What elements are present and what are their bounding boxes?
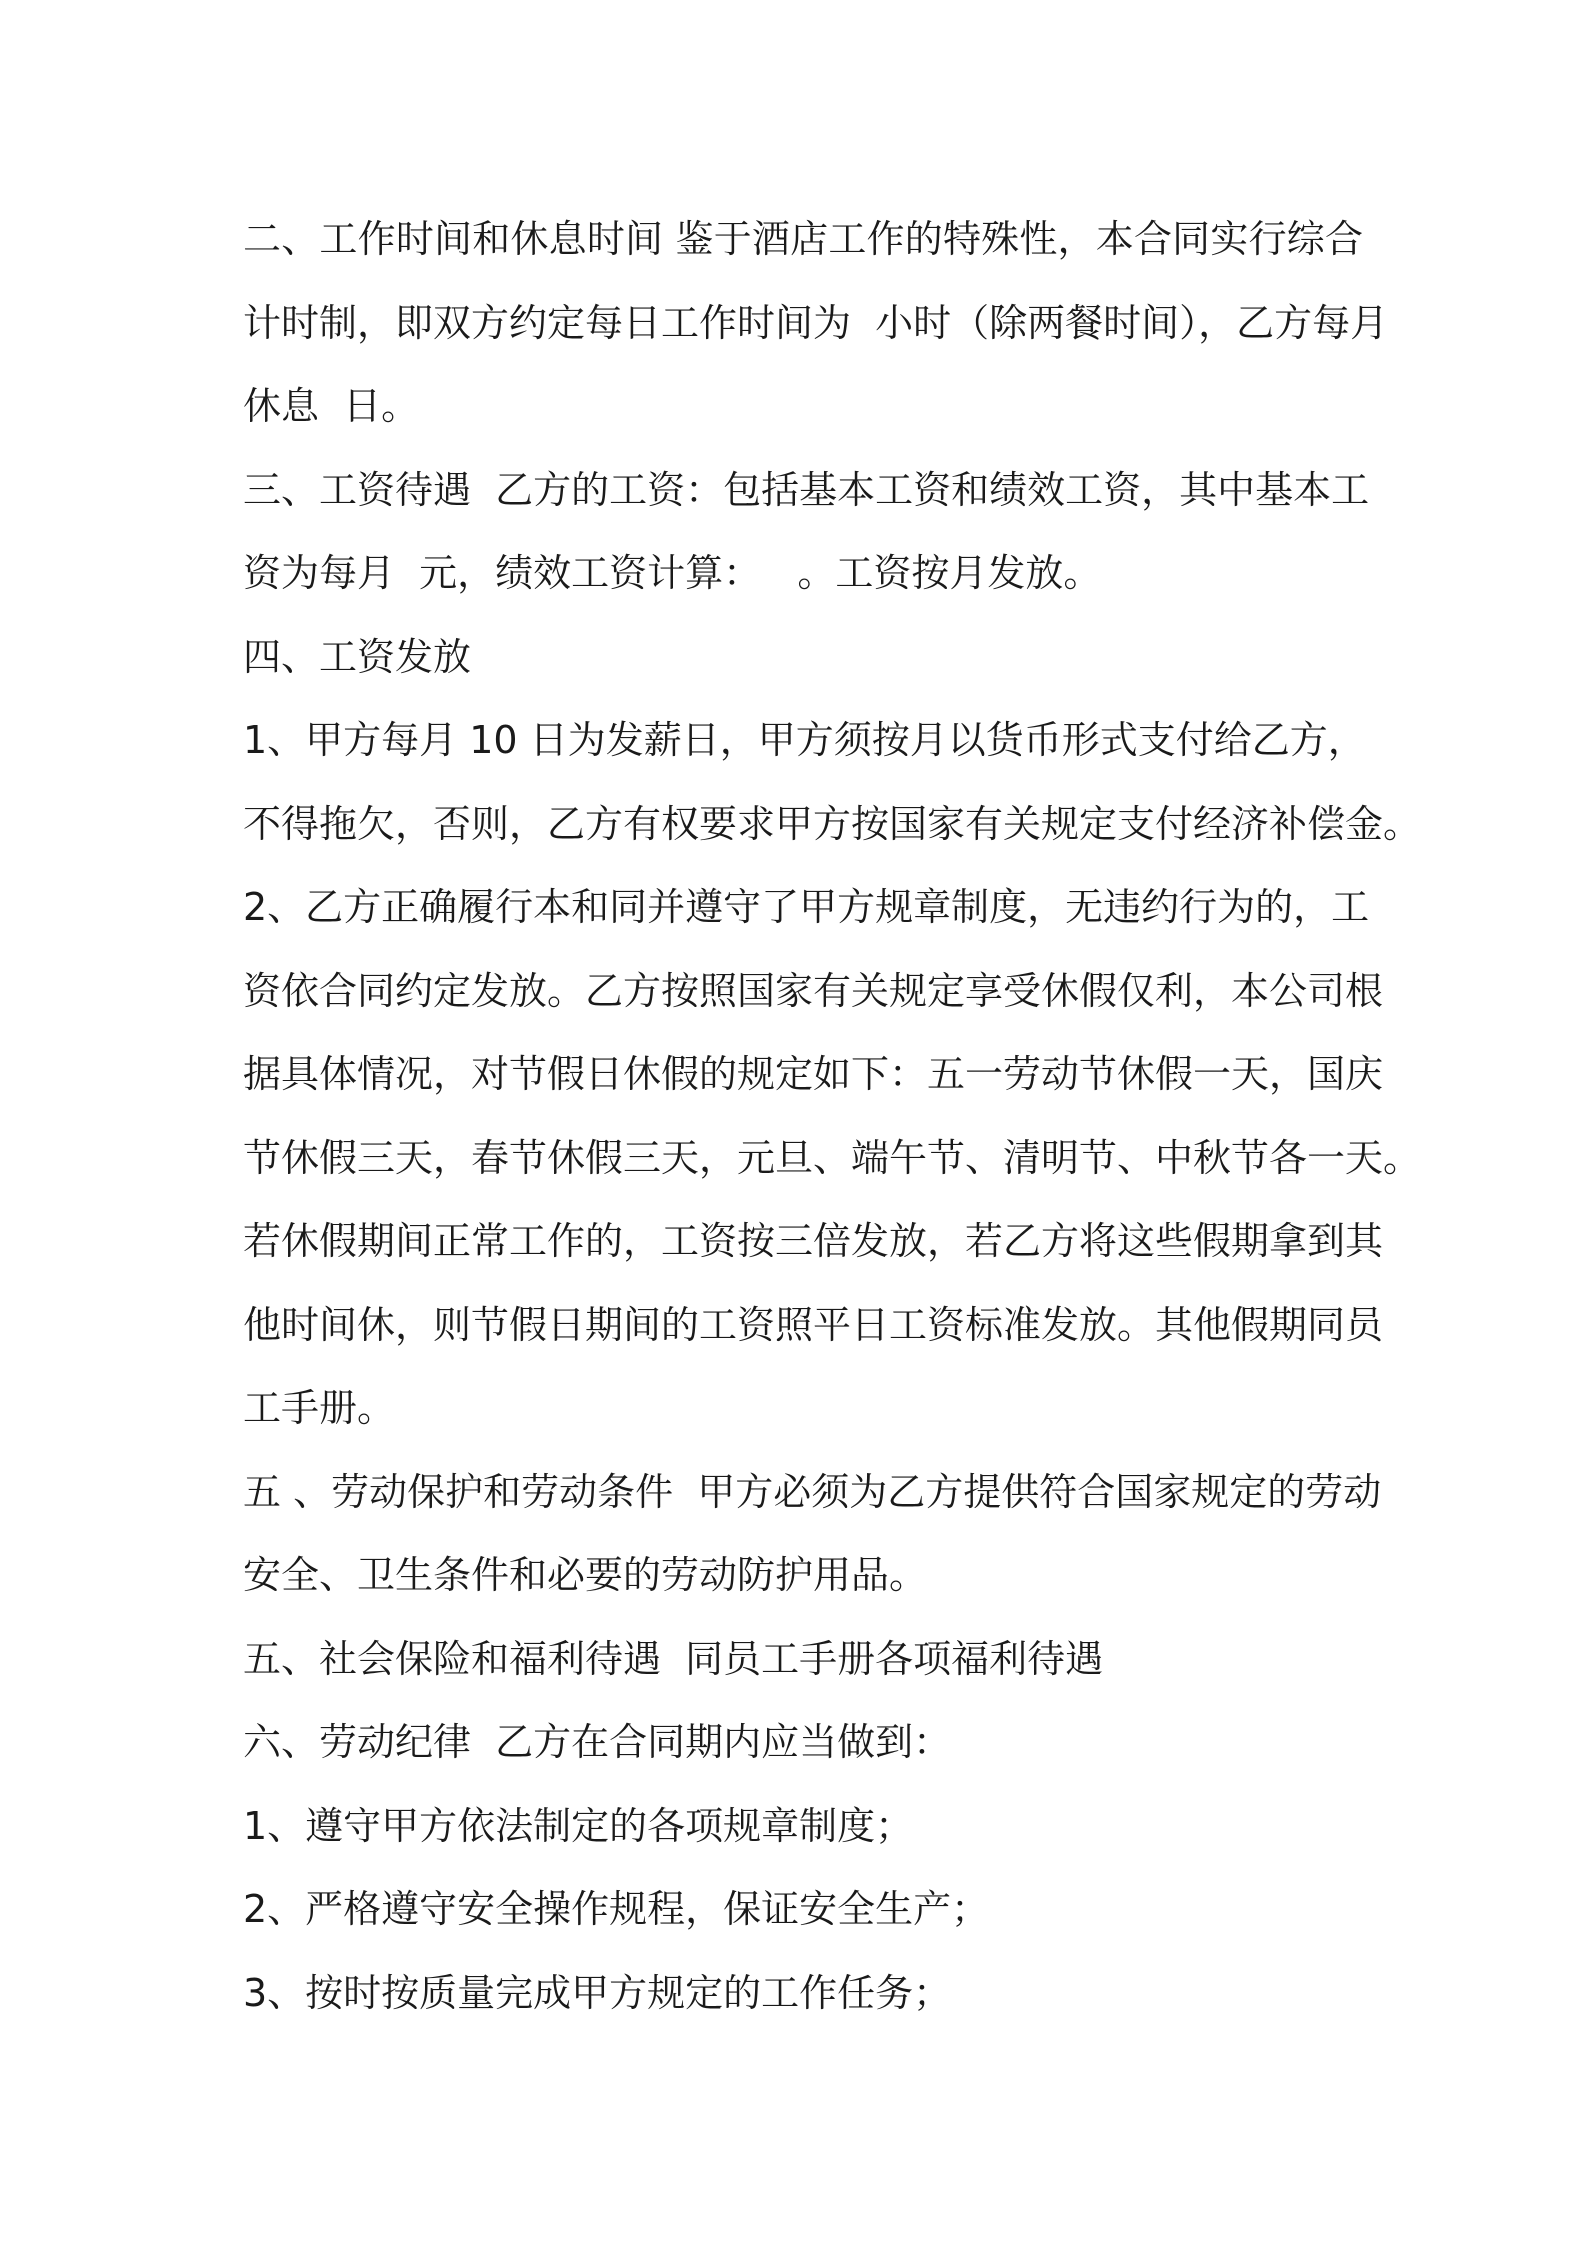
text-line: 工手册。 bbox=[243, 1386, 396, 1430]
text-line: 若休假期间正常工作的，工资按三倍发放，若乙方将这些假期拿到其 bbox=[243, 1219, 1384, 1263]
text-line: 1、遵守甲方依法制定的各项规章制度； bbox=[243, 1803, 914, 1848]
text-line: 二、工作时间和休息时间 鉴于酒店工作的特殊性，本合同实行综合 bbox=[243, 217, 1363, 261]
text-line: 安全、卫生条件和必要的劳动防护用品。 bbox=[243, 1553, 928, 1597]
text-line: 不得拖欠，否则，乙方有权要求甲方按国家有关规定支付经济补偿金。 bbox=[243, 801, 1422, 846]
text-line: 休息 日。 bbox=[243, 384, 420, 428]
text-line: 3、按时按质量完成甲方规定的工作任务； bbox=[243, 1970, 952, 2015]
text-line: 计时制，即双方约定每日工作时间为 小时（除两餐时间），乙方每月 bbox=[243, 300, 1389, 345]
text-line: 资为每月 元，绩效工资计算： 。工资按月发放。 bbox=[243, 551, 1102, 595]
text-line: 五 、劳动保护和劳动条件 甲方必须为乙方提供符合国家规定的劳动 bbox=[243, 1469, 1382, 1514]
text-line: 2、乙方正确履行本和同并遵守了甲方规章制度，无违约行为的，工 bbox=[243, 885, 1370, 929]
text-line: 四、工资发放 bbox=[243, 634, 472, 679]
document-body bbox=[243, 198, 1422, 2035]
text-line: 三、工资待遇 乙方的工资：包括基本工资和绩效工资，其中基本工 bbox=[243, 467, 1370, 512]
text-line: 资依合同约定发放。乙方按照国家有关规定享受休假仅利，本公司根 bbox=[243, 968, 1384, 1013]
text-line: 节休假三天，春节休假三天，元旦、端午节、清明节、中秋节各一天。 bbox=[243, 1135, 1422, 1180]
text-line: 五、社会保险和福利待遇 同员工手册各项福利待遇 bbox=[243, 1636, 1104, 1681]
text-line: 六、劳动纪律 乙方在合同期内应当做到： bbox=[243, 1720, 952, 1764]
text-line: 据具体情况，对节假日休假的规定如下：五一劳动节休假一天，国庆 bbox=[243, 1052, 1384, 1096]
text-line: 1、甲方每月 10 日为发薪日，甲方须按月以货币形式支付给乙方， bbox=[243, 718, 1366, 762]
text-line: 他时间休，则节假日期间的工资照平日工资标准发放。其他假期同员 bbox=[243, 1302, 1384, 1347]
text-line: 2、严格遵守安全操作规程，保证安全生产； bbox=[243, 1887, 990, 1931]
